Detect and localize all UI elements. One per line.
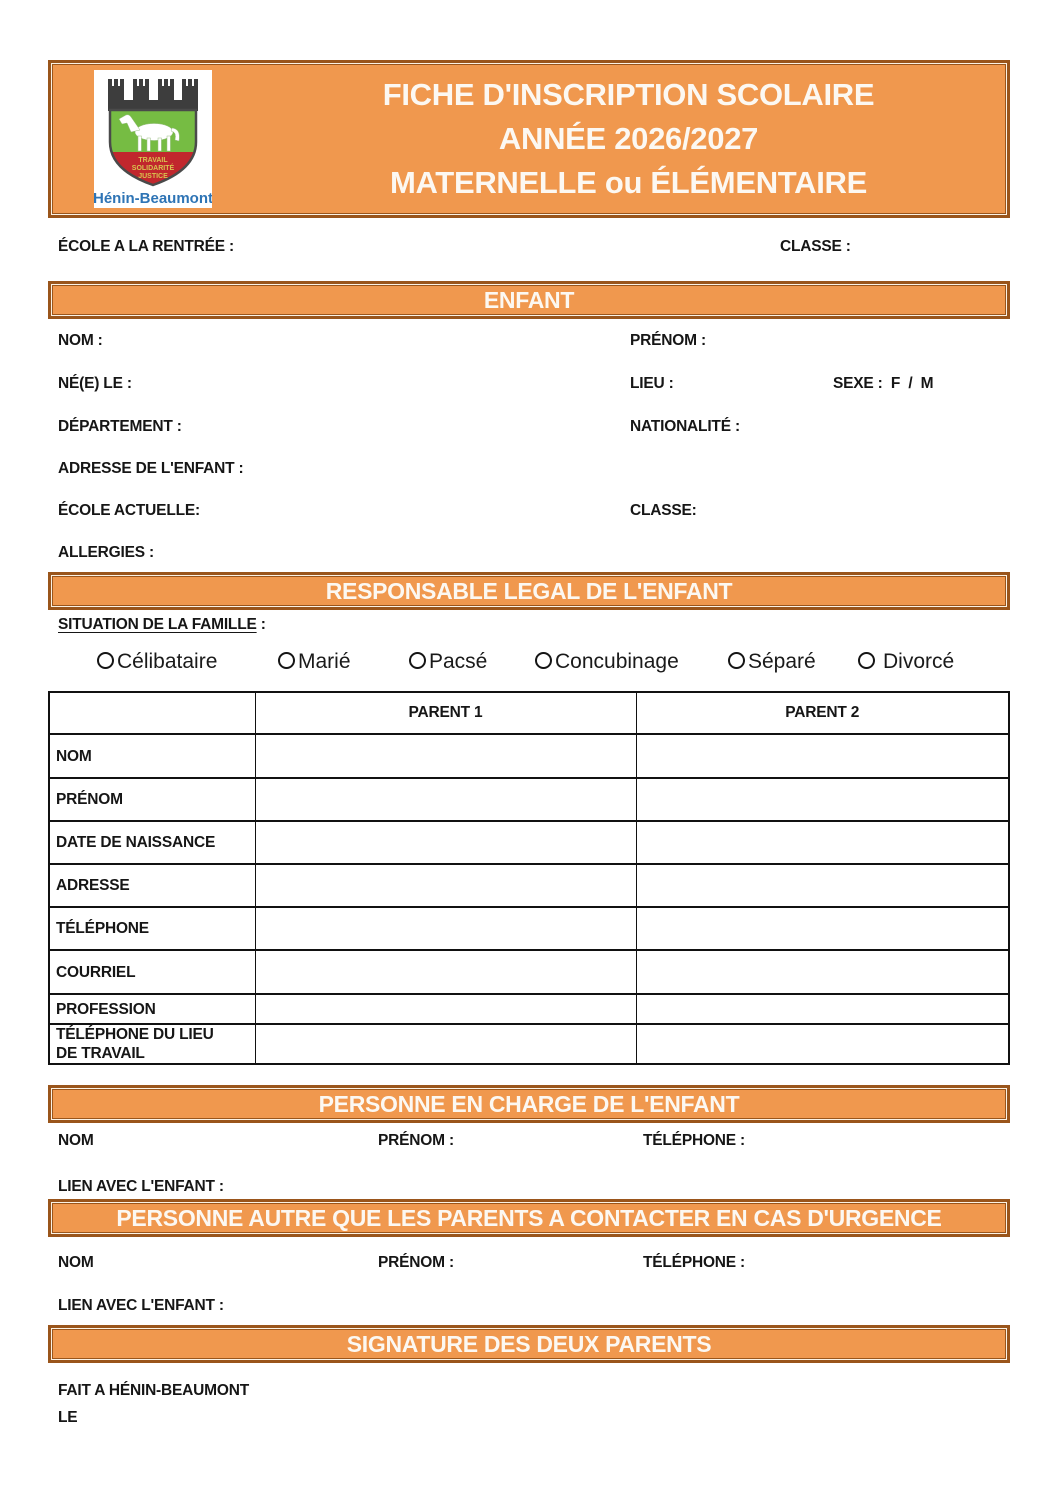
- table-cell-tel-travail-parent2: [636, 1024, 1009, 1064]
- table-row-prenom: [49, 778, 1009, 821]
- table-row-adresse: [49, 864, 1009, 907]
- table-cell-date-parent2: [636, 821, 1009, 864]
- field-ne-le-label: NÉ(E) LE :: [58, 375, 132, 392]
- title-line-1: FICHE D'INSCRIPTION SCOLAIRE: [382, 77, 875, 112]
- table-cell-courriel-parent1: [255, 950, 636, 994]
- table-header-empty: [49, 692, 255, 734]
- table-row-telephone-travail: [49, 1024, 1009, 1064]
- urgence-telephone-label: TÉLÉPHONE :: [643, 1254, 746, 1271]
- radio-label-concubinage: Concubinage: [555, 650, 679, 673]
- table-cell-profession-parent2: [636, 994, 1009, 1024]
- city-crest-icon: [94, 70, 212, 208]
- radio-option-separe: [728, 648, 816, 676]
- field-allergies-label: ALLERGIES :: [58, 544, 154, 561]
- parents-table: [48, 691, 1010, 1065]
- field-ecole-actuelle-label: ÉCOLE ACTUELLE:: [58, 502, 200, 519]
- radio-circle-icon: [858, 652, 875, 669]
- radio-option-divorce: [858, 648, 954, 676]
- radio-circle-icon: [535, 652, 552, 669]
- field-adresse-enfant-label: ADRESSE DE L'ENFANT :: [58, 460, 244, 477]
- table-header-parent2: PARENT 2: [636, 692, 1009, 734]
- radio-option-celibataire: [97, 648, 217, 676]
- table-row-profession: [49, 994, 1009, 1024]
- form-title: [212, 73, 1005, 205]
- section-signature-title: SIGNATURE DES DEUX PARENTS: [52, 1329, 1006, 1359]
- motto-line-2: SOLIDARITÉ: [131, 165, 175, 172]
- table-label-telephone: TÉLÉPHONE: [49, 907, 255, 950]
- section-signature-banner: [48, 1325, 1010, 1363]
- table-cell-tel-travail-parent1: [255, 1024, 636, 1064]
- table-label-date-naissance: DATE DE NAISSANCE: [49, 821, 255, 864]
- radio-option-marie: [278, 648, 351, 676]
- table-label-nom: NOM: [49, 734, 255, 778]
- section-urgence-banner: [48, 1199, 1010, 1237]
- radio-circle-icon: [728, 652, 745, 669]
- section-en-charge-title: PERSONNE EN CHARGE DE L'ENFANT: [52, 1089, 1006, 1119]
- table-label-courriel: COURRIEL: [49, 950, 255, 994]
- field-prenom-label: PRÉNOM :: [630, 332, 706, 349]
- table-cell-prenom-parent1: [255, 778, 636, 821]
- table-row-nom: [49, 734, 1009, 778]
- radio-label-celibataire: Célibataire: [117, 650, 218, 673]
- table-cell-nom-parent1: [255, 734, 636, 778]
- en-charge-telephone-label: TÉLÉPHONE :: [643, 1132, 746, 1149]
- field-nom-label: NOM :: [58, 332, 103, 349]
- table-cell-telephone-parent1: [255, 907, 636, 950]
- section-en-charge-banner: [48, 1085, 1010, 1123]
- radio-option-concubinage: [535, 648, 679, 676]
- radio-label-pacse: Pacsé: [429, 650, 488, 673]
- table-row-date-naissance: [49, 821, 1009, 864]
- section-enfant-banner: [48, 281, 1010, 319]
- urgence-nom-label: NOM: [58, 1254, 94, 1271]
- table-cell-profession-parent1: [255, 994, 636, 1024]
- city-logo: [94, 70, 212, 208]
- field-departement-label: DÉPARTEMENT :: [58, 418, 182, 435]
- title-line-3: MATERNELLE ou ÉLÉMENTAIRE: [390, 165, 867, 200]
- table-row-telephone: [49, 907, 1009, 950]
- table-cell-nom-parent2: [636, 734, 1009, 778]
- field-nationalite-label: NATIONALITÉ :: [630, 418, 740, 435]
- field-ecole-rentree-label: ÉCOLE A LA RENTRÉE :: [58, 238, 234, 255]
- section-responsable-title: RESPONSABLE LEGAL DE L'ENFANT: [52, 576, 1006, 606]
- field-classe-actuelle-label: CLASSE:: [630, 502, 697, 519]
- motto-line-1: TRAVAIL: [138, 157, 168, 164]
- urgence-lien-label: LIEN AVEC L'ENFANT :: [58, 1297, 224, 1314]
- situation-famille-colon: :: [256, 616, 266, 633]
- radio-circle-icon: [97, 652, 114, 669]
- radio-label-marie: Marié: [298, 650, 351, 673]
- table-cell-date-parent1: [255, 821, 636, 864]
- table-cell-telephone-parent2: [636, 907, 1009, 950]
- table-label-telephone-travail: TÉLÉPHONE DU LIEU DE TRAVAIL: [49, 1024, 255, 1064]
- radio-label-divorce: Divorcé: [883, 650, 955, 673]
- city-name-label: Hénin-Beaumont: [94, 190, 212, 207]
- radio-label-separe: Séparé: [748, 650, 816, 673]
- table-header-parent1: PARENT 1: [255, 692, 636, 734]
- section-urgence-title: PERSONNE AUTRE QUE LES PARENTS A CONTACTER EN CAS D'URGENCE: [52, 1203, 1006, 1233]
- table-cell-prenom-parent2: [636, 778, 1009, 821]
- table-row-courriel: [49, 950, 1009, 994]
- radio-circle-icon: [278, 652, 295, 669]
- situation-famille-text: SITUATION DE LA FAMILLE: [58, 616, 257, 633]
- section-enfant-title: ENFANT: [52, 285, 1006, 315]
- table-label-profession: PROFESSION: [49, 994, 255, 1024]
- table-label-adresse: ADRESSE: [49, 864, 255, 907]
- form-header-inner: [52, 64, 1006, 214]
- section-responsable-banner: [48, 572, 1010, 610]
- form-header-banner: [48, 60, 1010, 218]
- signature-fait-label: FAIT A HÉNIN-BEAUMONT: [58, 1382, 249, 1399]
- radio-option-pacse: [409, 648, 487, 676]
- signature-le-label: LE: [58, 1409, 78, 1426]
- en-charge-lien-label: LIEN AVEC L'ENFANT :: [58, 1178, 224, 1195]
- urgence-prenom-label: PRÉNOM :: [378, 1254, 454, 1271]
- en-charge-nom-label: NOM: [58, 1132, 94, 1149]
- table-cell-courriel-parent2: [636, 950, 1009, 994]
- table-cell-adresse-parent1: [255, 864, 636, 907]
- field-situation-famille-label: [58, 615, 266, 635]
- table-label-prenom: PRÉNOM: [49, 778, 255, 821]
- radio-circle-icon: [409, 652, 426, 669]
- field-lieu-label: LIEU :: [630, 375, 674, 392]
- en-charge-prenom-label: PRÉNOM :: [378, 1132, 454, 1149]
- table-header-row: [49, 692, 1009, 734]
- motto-line-3: JUSTICE: [138, 173, 168, 180]
- field-sexe-label: SEXE : F / M: [833, 375, 934, 392]
- title-line-2: ANNÉE 2026/2027: [498, 121, 759, 156]
- table-cell-adresse-parent2: [636, 864, 1009, 907]
- field-classe-rentree-label: CLASSE :: [780, 238, 851, 255]
